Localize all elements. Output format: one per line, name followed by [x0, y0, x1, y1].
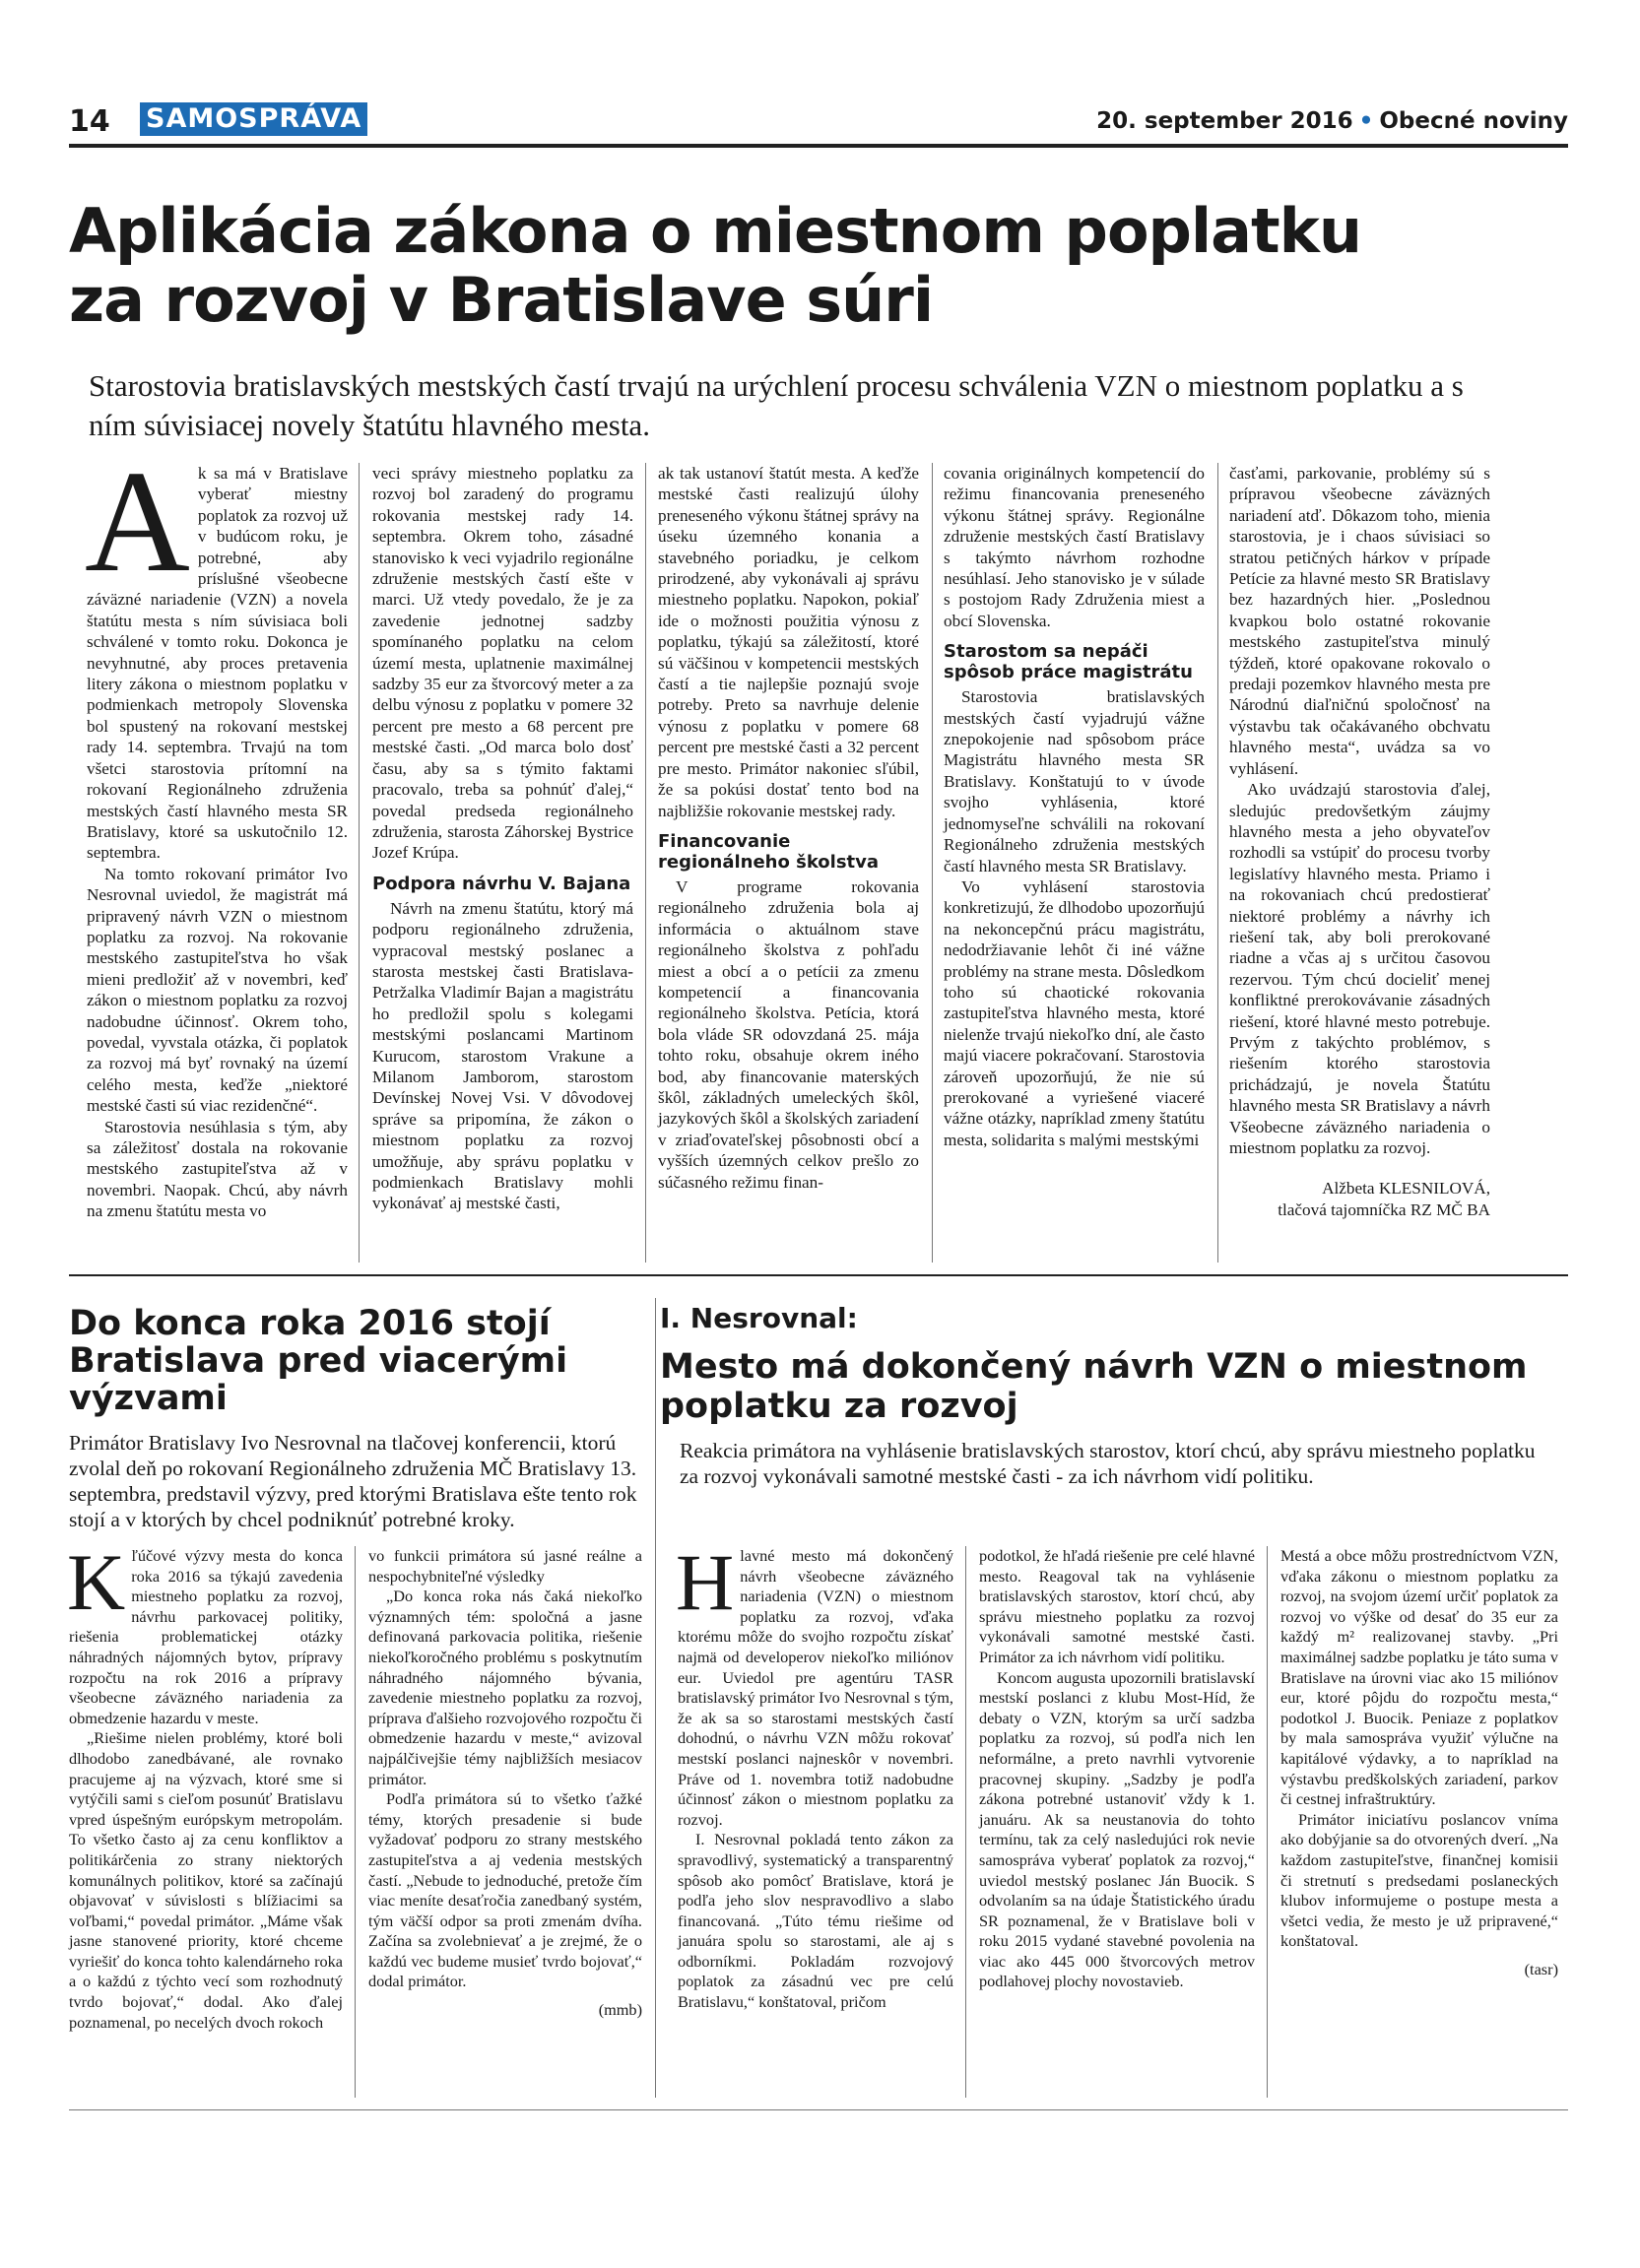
drop-cap: K	[67, 1537, 126, 1627]
author-signature: (mmb)	[598, 2000, 642, 2020]
article2-column-1	[67, 1537, 343, 2033]
page-header	[69, 98, 1568, 148]
article-divider	[655, 1298, 656, 2098]
paragraph: k sa má v Bratislave vyberať miestny poplatok za rozvoj už v budúcom roku, je potrebné, aby príslušné všeobecne záväzné nariadenie (VZN) a novela štatútu mesta s ním súvisiaca boli schválené v tomto roku. Dokonca je nevyhnutné, aby proces pretavenia litery zákona o miestnom poplatku v podmienkach metropoly Slovenska bol spustený na rokovaní mestskej rady 14. septembra. Trvajú na tom všetci starostovia prítomní na rokovaní Regionálneho združenia mestských častí hlavného mesta SR Bratislavy, ktoré sa uskutočnilo 12. septembra.	[87, 464, 348, 863]
article2-lead: Primátor Bratislavy Ivo Nesrovnal na tlačovej konferencii, ktorú zvolal deň po rokovaní Regionálneho združenia MČ Bratislavy 13. septembra, predstavil výzvy, pred ktorými Bratislava ešte tento rok stojí a v ktorých by chcel podniknúť potrebné kroky.	[69, 1431, 637, 1531]
article3-lead: Reakcia primátora na vyhlásenie bratislavských starostov, ktorí chcú, aby správu miestneho poplatku za rozvoj vykonávali samotné mestské časti - za ich návrhom vidí politiku.	[680, 1439, 1536, 1488]
main-column-5	[1229, 463, 1490, 1220]
article2-headline: Do konca roka 2016 stojí Bratislava pred viacerými výzvami	[69, 1304, 568, 1418]
subheading: Podpora návrhu V. Bajana	[372, 873, 631, 894]
column-divider	[645, 463, 646, 1263]
paragraph: vo funkcii primátora sú jasné reálne a nespochybniteľné výsledky	[368, 1546, 642, 1586]
subheading: Financovanie regionálneho školstva	[658, 830, 880, 873]
paragraph: Koncom augusta upozornili bratislavskí mestskí poslanci z klubu Most-Híd, že debaty o VZN, ktorým sa určí sadzba poplatku za rozvoj, sú podľa nich len neformálne, a preto navrhli vytvorenie pracovnej skupiny. „Sadzby je podľa zákona potrebné ustanoviť vždy k 1. januáru. Ak sa neustanovia do tohto termínu, tak za celý nasledujúci rok nevie samospráva vyberať poplatok za rozvoj,“ uviedol mestský poslanec Ján Buocik. S odvolaním sa na údaje Štatistického úradu SR poznamenal, že v Bratislave boli v roku 2015 vydané stavebné povolenia na viac ako 445 000 štvorcových metrov podlahovej plochy novostavieb.	[979, 1667, 1255, 1991]
main-column-4	[944, 463, 1205, 1150]
article3-column-3	[1280, 1546, 1558, 1979]
paragraph: Mestá a obce môžu prostredníctvom VZN, vďaka zákonu o miestnom poplatku za rozvoj, na svojom území určiť poplatok za rozvoj vo výške od desať do 35 eur za každý m² realizovanej stavby. „Pri maximálnej sadzbe poplatku je táto suma v Bratislave na úrovni viac ako 15 miliónov eur, ktoré pôjdu do rozpočtu mesta,“ podotkol J. Buocik. Peniaze z poplatkov by mala samospráva využiť výlučne na kapitálové výdavky, a to napríklad na výstavbu predškolských zariadení, parkov či cestnej infraštruktúry.	[1280, 1546, 1558, 1809]
column-divider	[355, 1546, 356, 2098]
main-headline	[69, 197, 1586, 335]
publication-name: Obecné noviny	[1379, 108, 1568, 134]
article2-column-2	[368, 1546, 642, 2021]
main-lead: Starostovia bratislavských mestských častí trvajú na urýchlení procesu schválenia VZN o miestnom poplatku a s ním súvisiacej novely štatútu hlavného mesta.	[89, 368, 1464, 442]
paragraph: Vo vyhlásení starostovia konkretizujú, že dlhodobo upozorňujú na nekoncepčnú prácu magistrátu, nedodržiavanie lehôt či iné vážne problémy na strane mesta. Dôsledkom toho sú chaotické rokovania zastupiteľstva hlavného mesta, ktoré nielenže trvajú niekoľko dní, ale často majú viacere pokračovaní. Starostovia zároveň upozorňujú, že nie sú prerokované a vyriešené viaceré vážne otázky, napríklad zmeny štatútu mesta, solidarita s malými mestskými	[944, 876, 1205, 1149]
article3-column-2	[979, 1546, 1255, 1992]
issue-info	[1096, 108, 1568, 134]
paragraph: V programe rokovania regionálneho združenia bola aj informácia o aktuálnom stave regionálneho školstva z pohľadu miest a obcí a o petícii za zmenu kompetencií a financovania regionálneho školstva. Petícia, ktorá bola vláde SR odovzdaná 25. mája tohto roku, obsahuje okrem iného bod, aby financovanie materských škôl, základných umeleckých škôl, jazykových škôl a školských zariadení v zriaďovateľskej pôsobnosti obcí a vyšších územných celkov prešlo zo súčasného režimu finan-	[658, 876, 919, 1192]
drop-cap: H	[676, 1537, 735, 1627]
issue-date: 20. september 2016	[1096, 108, 1353, 134]
paragraph: veci správy miestneho poplatku za rozvoj bol zaradený do programu rokovania mestskej rady 14. septembra. Okrem toho, zásadné stanovisko k veci vyjadrilo regionálne združenie mestských častí ešte v marci. Už vtedy povedalo, že je za zavedenie jednotnej sadzby spomínaného poplatku na celom území mesta, uplatnenie maximálnej sadzby 35 eur za štvorcový meter a za delbu výnosu z poplatku v pomere 32 percent pre mesto a 68 percent pre mestské časti. „Od marca bolo dosť času, aby sa s týmito faktami pracovalo, treba sa pohnúť ďalej,“ povedal predseda regionálneho združenia, starosta Záhorskej Bystrice Jozef Krúpa.	[372, 464, 633, 863]
main-column-1	[85, 441, 348, 1222]
main-column-2	[372, 463, 633, 1214]
footer-divider	[69, 2109, 1568, 2110]
author-name: Alžbeta KLESNILOVÁ,	[1322, 1179, 1490, 1199]
article3-headline: Mesto má dokončený návrh VZN o miestnom poplatku za rozvoj	[660, 1347, 1528, 1426]
column-divider	[359, 463, 360, 1263]
column-divider	[932, 463, 933, 1263]
bullet-icon: •	[1358, 108, 1374, 134]
paragraph: podotkol, že hľadá riešenie pre celé hlavné mesto. Reagoval tak na vyhlásenie bratislavských starostov, ktorí chcú, aby správu miestneho poplatku za rozvoj vykonávali samotné mestské časti. Primátor za ich návrhom vidí politiku.	[979, 1546, 1255, 1666]
paragraph: covania originálnych kompetencií do režimu financovania preneseného výkonu štátnej správy. Regionálne združenie mestských častí Bratislavy s takýmto návrhom rozhodne nesúhlasí. Jeho stanovisko je v súlade s postojom Rady Združenia miest a obcí Slovenska.	[944, 464, 1205, 630]
paragraph: Na tomto rokovaní primátor Ivo Nesrovnal uviedol, že magistrát má pripravený návrh VZN o miestnom poplatku za rozvoj. Na rokovanie mestského zastupiteľstva ho však mieni predložiť až v novembri, keď zákon o miestnom poplatku za rozvoj nadobudne účinnosť. Okrem toho, povedal, vyvstala otázka, či poplatok za rozvoj má byť rovnaký na území celého mesta, keďže „niektoré mestské časti sú viac rezidenčné“.	[87, 864, 348, 1116]
headline-line-2: za rozvoj v Bratislave súri	[69, 264, 934, 336]
column-divider	[965, 1546, 966, 2098]
column-divider	[1267, 1546, 1268, 2098]
paragraph: lavné mesto má dokončený návrh všeobecne záväzného nariadenia (VZN) o miestnom poplatku za rozvoj, vďaka ktorému môže do svojho rozpočtu získať najmä od developerov niekoľko miliónov eur. Uviedol pre agentúru TASR bratislavský primátor Ivo Nesrovnal s tým, že ak sa so starostami mestských častí dohodnú, o návrhu VZN môžu rokovať mestskí poslanci najneskôr v novembri. Práve od 1. novembra totiž nadobudne účinnosť zákon o miestnom poplatku za rozvoj.	[678, 1546, 953, 1829]
section-label: SAMOSPRÁVA	[140, 102, 367, 136]
article3-kicker: I. Nesrovnal:	[660, 1302, 858, 1334]
paragraph: „Riešime nielen problémy, ktoré boli dlhodobo zanedbávané, ale rovnako pracujeme aj na výzvach, ktoré sme si vytýčili sami s cieľom posunúť Bratislavu vpred úspešným európskym metropolám. To všetko často aj za cenu konfliktov a politikárčenia zo strany niektorých komunálnych politikov, ktoré sa začínajú objavovať v súvislosti s blížiacimi sa voľbami,“ povedal primátor. „Máme však jasne stanovené priority, ktoré chceme vyriešiť do konca tohto kalendárneho roka a o každú z týchto vecí som rozhodnutý tvrdo bojovať,“ dodal. Ako ďalej poznamenal, po necelých dvoch rokoch	[69, 1728, 343, 2032]
paragraph: „Do konca roka nás čaká niekoľko významných tém: spoločná a jasne definovaná parkovacia politika, riešenie niekoľkoročného problému s poskytnutím náhradného nájomného bývania, zavedenie miestneho poplatku za rozvoj, príprava ďalšieho rozvojového rozpočtu či obmedzenie hazardu v meste,“ avizoval najpálčivejšie témy najbližších mesiacov primátor.	[368, 1587, 642, 1788]
paragraph: Podľa primátora sú to všetko ťažké témy, ktorých presadenie si bude vyžadovať podporu zo strany mestského zastupiteľstva a aj vedenia mestských častí. „Nebude to jednoduché, pretože čím viac meníte desaťročia zanedbaný systém, tým väčší odpor sa proti zmenám dvíha. Začína sa zvolebnievať a je zrejmé, že o každú vec budeme musieť tvrdo bojovať,“ dodal primátor.	[368, 1789, 642, 1991]
paragraph: I. Nesrovnal pokladá tento zákon za spravodlivý, systematický a transparentný spôsob ako pomôcť Bratislave, ktorá je podľa jeho slov nespravodlivo a slabo financovaná. „Túto tému riešime od januára spolu so starostami, ale aj s odborníkmi. Pokladám rozvojový poplatok za zásadnú vec pre celú Bratislavu,“ konštatoval, pričom	[678, 1830, 953, 2012]
author-role: tlačová tajomníčka RZ MČ BA	[1278, 1199, 1490, 1219]
section-divider	[69, 1274, 1568, 1276]
paragraph: Starostovia bratislavských mestských častí vyjadrujú vážne znepokojenie nad spôsobom práce Magistrátu hlavného mesta SR Bratislavy. Konštatujú to v úvode svojho vyhlásenia, ktoré jednomyseľne schválili na rokovaní Regionálneho združenia mestských častí hlavného mesta SR Bratislavy.	[944, 687, 1205, 875]
drop-cap: A	[85, 441, 190, 603]
paragraph: Primátor iniciatívu poslancov vníma ako dobýjanie sa do otvorených dverí. „Na každom zastupiteľstve, finančnej komisii či stretnutí s predsedami poslaneckých klubov informujeme o postupe mesta a všetci vedia, že mesto je už pripravené,“ konštatoval.	[1280, 1809, 1558, 1951]
paragraph: ak tak ustanoví štatút mesta. A keďže mestské časti realizujú úlohy preneseného výkonu štátnej správy na úseku územného konania a stavebného poriadku, je celkom prirodzené, aby vykonávali aj správu miestneho poplatku. Napokon, pokiaľ ide o možnosti použitia výnosu z poplatku, týkajú sa záležitostí, ktoré sú väčšinou v kompetencii mestských častí a tie najlepšie poznajú svoje potreby. Preto sa navrhuje delenie výnosu z poplatku v pomere 68 percent pre mestské časti a 32 percent pre mesto. Primátor nakoniec sľúbil, že sa pokúsi dostať tento bod na najbližšie rokovanie mestskej rady.	[658, 464, 919, 820]
page-number: 14	[69, 104, 110, 139]
column-divider	[1217, 463, 1218, 1263]
article3-column-1	[676, 1537, 953, 2013]
main-column-3	[658, 463, 919, 1193]
paragraph: Starostovia nesúhlasia s tým, aby sa záležitosť dostala na rokovanie mestského zastupiteľstva až v novembri. Naopak. Chcú, aby návrh na zmenu štatútu mesta vo	[87, 1117, 348, 1221]
headline-line-1: Aplikácia zákona o miestnom poplatku	[69, 195, 1362, 267]
author-signature: (tasr)	[1524, 1959, 1558, 1978]
paragraph: časťami, parkovanie, problémy sú s prípravou všeobecne záväzných nariadení atď. Dôkazom toho, mienia starostovia, je i chaos súvisiaci so stratou petičných hárkov v prípade Petície za hlavné mesto SR Bratislavy bez hazardných hier. „Poslednou kvapkou bolo ostatné rokovanie mestského zastupiteľstva minulý týždeň, ktoré opakovane rokovalo o predaji pozemkov hlavného mesta pre Národnú diaľničnú spoločnosť na výstavbu tak očakávaného obchvatu hlavného mesta“, uvádza sa vo vyhlásení.	[1229, 464, 1490, 778]
paragraph: Návrh na zmenu štatútu, ktorý má podporu regionálneho združenia, vypracoval mestský poslanec a starosta mestskej časti Bratislava-Petržalka Vladimír Bajan a magistrátu ho predložil spolu s kolegami mestskými poslancami Martinom Kurucom, starostom Vrakune a Milanom Jamborom, starostom Devínskej Novej Vsi. V dôvodovej správe sa pripomína, že zákon o miestnom poplatku za rozvoj umožňuje, aby správu poplatku v podmienkach Bratislavy mohli vykonávať aj mestské časti,	[372, 898, 633, 1213]
subheading: Starostom sa nepáči spôsob práce magistrátu	[944, 641, 1193, 683]
paragraph: ľúčové výzvy mesta do konca roka 2016 sa týkajú zavedenia miestneho poplatku za rozvoj, návrhu parkovacej politiky, riešenia problematickej otázky náhradných nájomných bytov, prípravy rozpočtu na rok 2016 a prípravy všeobecne záväzného nariadenia za obmedzenie hazardu v meste.	[69, 1546, 343, 1727]
paragraph: Ako uvádzajú starostovia ďalej, sledujúc predovšetkým záujmy hlavného mesta a jeho obyvateľov rozhodli sa vstúpiť do procesu tvorby legislatívy hlavného mesta. Priamo i na rokovaniach chcú predostierať niektoré problémy a návrhy ich riešení tak, aby boli prerokované riadne a včas aj s určitou časovou rezervou. Tým chcú docieliť menej konfliktné prerokovávanie zásadných riešení, ktoré hlavné mesto potrebuje. Prvým z takýchto problémov, s riešením ktorého starostovia prichádzajú, je novela Štatútu hlavného mesta SR Bratislavy a návrh Všeobecne záväzného nariadenia o miestnom poplatku za rozvoj.	[1229, 780, 1490, 1157]
